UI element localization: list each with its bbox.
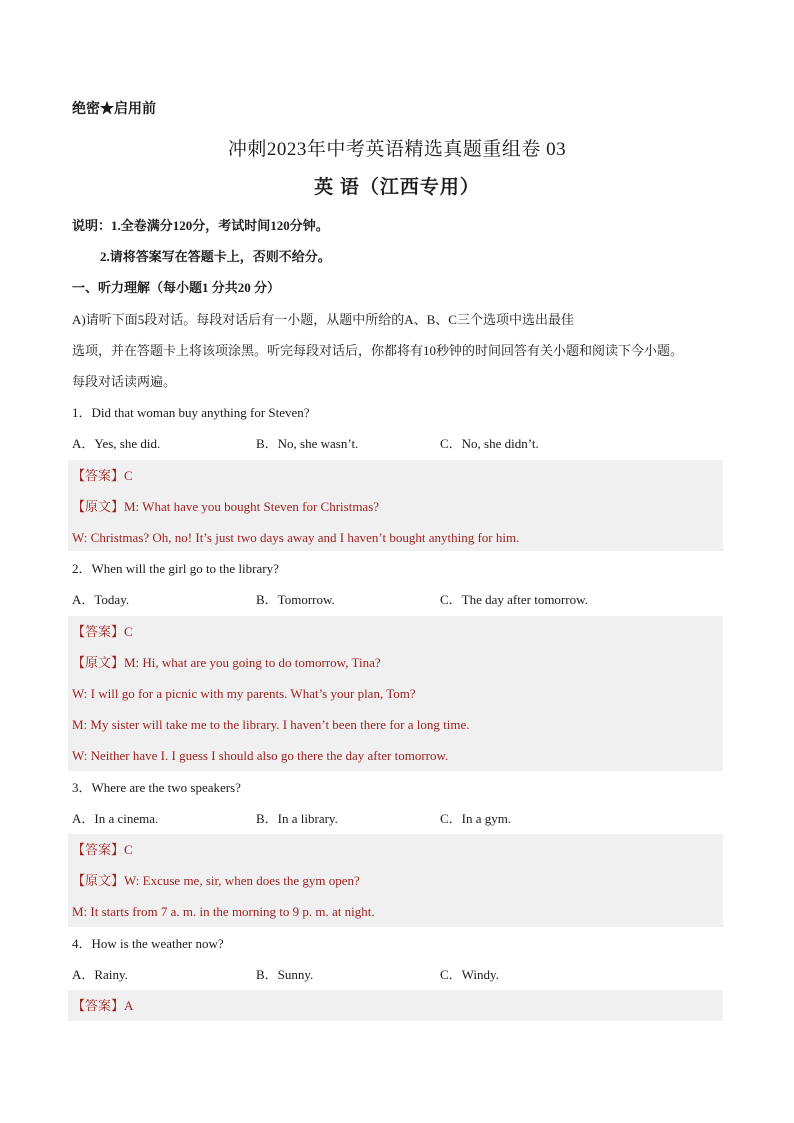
- transcript-line: W: Neither have I. I guess I should also go there the day after tomorrow.: [72, 748, 449, 763]
- section-title: 一、听力理解（每小题1 分共20 分）: [72, 280, 281, 295]
- transcript-line: W: I will go for a picnic with my parents. What’s your plan, Tom?: [72, 686, 416, 701]
- question-options: [72, 965, 724, 985]
- instruction-line-2: 选项，并在答题卡上将该项涂黑。听完每段对话后，你都将有10秒钟的时间回答有关小题和阅读下今小题。: [72, 343, 684, 358]
- option-c: C．The day after tomorrow.: [440, 592, 588, 607]
- transcript-line: 【原文】M: Hi, what are you going to do tomorrow, Tina?: [72, 655, 381, 670]
- option-c: C．In a gym.: [440, 811, 512, 826]
- option-b: B．In a library.: [256, 811, 338, 826]
- transcript-line: 【原文】W: Excuse me, sir, when does the gym open?: [72, 873, 360, 888]
- option-a: A．Rainy.: [72, 967, 128, 982]
- exam-title: 冲刺2023年中考英语精选真题重组卷 03: [227, 139, 567, 160]
- answer-label: 【答案】C: [72, 842, 133, 857]
- instruction-line-1: A)请听下面5段对话。每段对话后有一小题，从题中所给的A、B、C三个选项中选出最佳: [72, 312, 574, 327]
- option-a: A．In a cinema.: [72, 811, 159, 826]
- question-stem: 2．When will the girl go to the library?: [72, 561, 279, 576]
- option-b: B．No, she wasn’t.: [256, 436, 359, 451]
- answer-label: 【答案】A: [72, 998, 134, 1013]
- option-a: A．Today.: [72, 592, 130, 607]
- question-stem: 1．Did that woman buy anything for Steven?: [72, 405, 310, 420]
- transcript-line: W: Christmas? Oh, no! It’s just two days away and I haven’t bought anything for him.: [72, 530, 520, 545]
- question-options: [72, 434, 724, 454]
- option-c: C．Windy.: [440, 967, 499, 982]
- confidential-mark: 绝密★启用前: [72, 102, 156, 117]
- note-1: 说明：1.全卷满分120分，考试时间120分钟。: [72, 218, 329, 233]
- note-2: 2.请将答案写在答题卡上，否则不给分。: [100, 249, 331, 264]
- question-stem: 4．How is the weather now?: [72, 936, 224, 951]
- question-options: [72, 809, 724, 829]
- answer-label: 【答案】C: [72, 468, 133, 483]
- transcript-line: 【原文】M: What have you bought Steven for Christmas?: [72, 499, 380, 514]
- question-stem: 3．Where are the two speakers?: [72, 780, 241, 795]
- answer-label: 【答案】C: [72, 624, 133, 639]
- option-b: B．Tomorrow.: [256, 592, 335, 607]
- option-b: B．Sunny.: [256, 967, 314, 982]
- exam-subtitle: 英 语（江西专用）: [314, 177, 480, 198]
- transcript-line: M: My sister will take me to the library. I haven’t been there for a long time.: [72, 717, 470, 732]
- transcript-line: M: It starts from 7 a. m. in the morning to 9 p. m. at night.: [72, 904, 375, 919]
- instruction-line-3: 每段对话读两遍。: [72, 374, 177, 389]
- option-a: A．Yes, she did.: [72, 436, 161, 451]
- question-options: [72, 590, 724, 610]
- option-c: C．No, she didn’t.: [440, 436, 539, 451]
